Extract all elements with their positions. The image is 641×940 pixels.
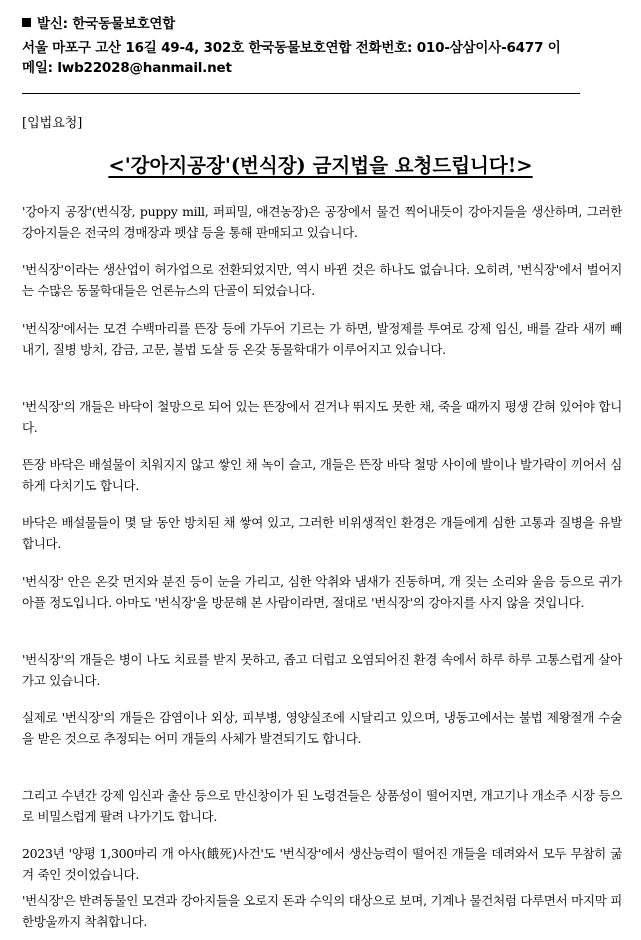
paragraph-12: '번식장'은 반려동물인 모견과 강아지들을 오로지 돈과 수익의 대상으로 보며, 기계나 물건처럼 다루면서 마지막 피 한방울까지 착취합니다. bbox=[22, 893, 622, 929]
paragraph-10: 그리고 수년간 강제 임신과 출산 등으로 만신창이가 된 노령견들은 상품성이 떨어지면, 개고기나 개소주 시장 등으로 비밀스럽게 팔려 나가기도 합니다. bbox=[22, 788, 622, 824]
header-divider bbox=[22, 93, 580, 94]
page-title-text: <'강아지공장'(번식장) 금지법을 요청드립니다!> bbox=[108, 154, 533, 177]
paragraph-2: '번식장'이라는 생산업이 허가업으로 전환되었지만, 역시 바뀐 것은 하나도 없습니다. 오히려, '번식장'에서 벌어지는 수많은 동물학대들은 언론뉴스의 단골이 되었습니다. bbox=[22, 262, 622, 298]
sender-label: 발신: 한국동물보호연합 bbox=[37, 16, 176, 32]
paragraph-11: 2023년 '양평 1,300마리 개 아사(餓死)사건'도 '번식장'에서 생산능력이 떨어진 개들을 데려와서 모두 무참히 굶겨 죽인 것이었습니다. bbox=[22, 846, 622, 882]
sender-line bbox=[22, 14, 632, 35]
paragraph-6: 바닥은 배설물들이 몇 달 동안 방치된 채 쌓여 있고, 그러한 비위생적인 환경은 개들에게 심한 고통과 질병을 유발합니다. bbox=[22, 515, 622, 551]
black-square-icon bbox=[22, 18, 31, 27]
paragraph-3: '번식장'에서는 모견 수백마리를 뜬장 등에 가두어 기르는 가 하면, 발정제를 투여로 강제 임신, 배를 갈라 새끼 빼내기, 질병 방치, 감금, 고문, 불법 도살 등 온갖 동물학대가 이루어지고 있습니다. bbox=[22, 321, 622, 357]
paragraph-9: 실제로 '번식장'의 개들은 감염이나 외상, 피부병, 영양실조에 시달리고 있으며, 냉동고에서는 불법 제왕절개 수술을 받은 것으로 추정되는 어미 개들의 사체가 발견되기도 합니다. bbox=[22, 710, 622, 746]
email-line: 메일: lwb22028@hanmail.net bbox=[22, 60, 232, 76]
paragraph-5: 뜬장 바닥은 배설물이 치워지지 않고 쌓인 채 녹이 슬고, 개들은 뜬장 바닥 철망 사이에 발이나 발가락이 끼어서 심하게 다치기도 합니다. bbox=[22, 457, 622, 493]
paragraph-7: '번식장' 안은 온갖 먼지와 분진 등이 눈을 가리고, 심한 악취와 냄새가 진동하며, 개 짖는 소리와 울음 등으로 귀가 아플 정도입니다. 아마도 '번식장'을 방문해 본 사람이라면, 절대로 '번식장'의 강아지를 사지 않을 것입니다. bbox=[22, 574, 622, 610]
paragraph-1: '강아지 공장'(번식장, puppy mill, 퍼피밀, 애견농장)은 공장에서 물건 찍어내듯이 강아지들을 생산하며, 그러한 강아지들은 전국의 경매장과 펫샵 등을 통해 판매되고 있습니다. bbox=[22, 204, 622, 240]
paragraph-4: '번식장'의 개들은 바닥이 철망으로 되어 있는 뜬장에서 걷거나 뛰지도 못한 채, 죽을 때까지 평생 갇혀 있어야 합니다. bbox=[22, 399, 622, 435]
address-line: 서울 마포구 고산 16길 49-4, 302호 한국동물보호연합 전화번호: 010-삼삼이사-6477 이 bbox=[22, 40, 561, 56]
page-title bbox=[0, 150, 641, 182]
paragraph-8: '번식장'의 개들은 병이 나도 치료를 받지 못하고, 좁고 더럽고 오염되어진 환경 속에서 하루 하루 고통스럽게 살아가고 있습니다. bbox=[22, 652, 622, 688]
request-tag: [입법요청] bbox=[22, 116, 83, 131]
